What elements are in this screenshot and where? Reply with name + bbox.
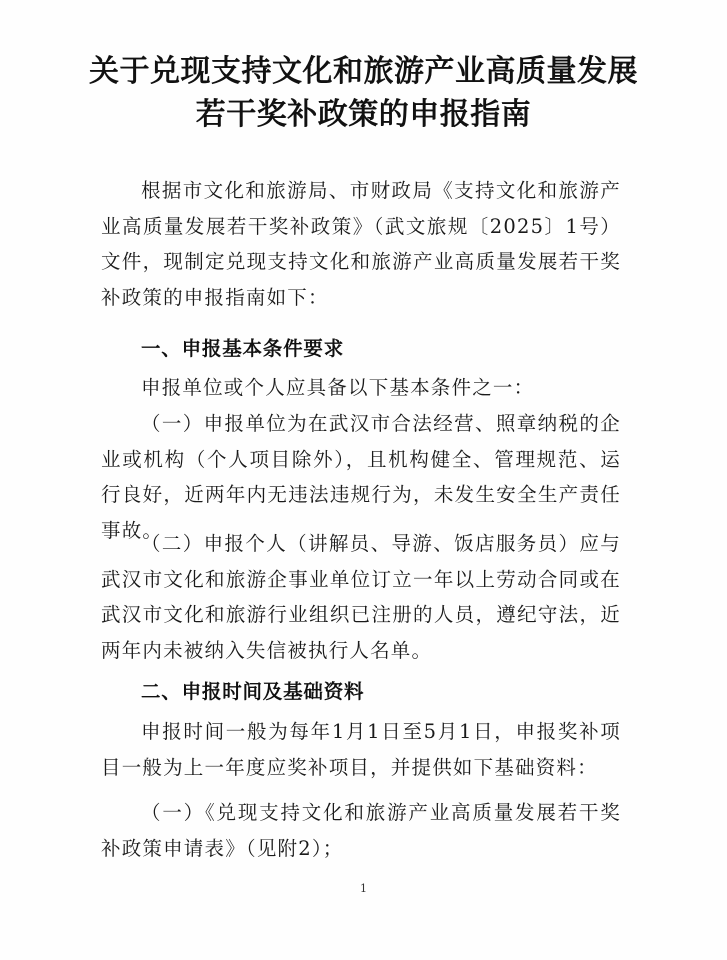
intro-paragraph: 根据市文化和旅游局、市财政局《支持文化和旅游产业高质量发展若干奖补政策》（武文旅规〔2025〕1号）文件，现制定兑现支持文化和旅游产业高质量发展若干奖补政策的申报指南如下： xyxy=(101,179,621,309)
section-2-time-paragraph: 申报时间一般为每年1月1日至5月1日，申报奖补项目一般为上一年度应奖补项目，并提供如下基础资料： xyxy=(101,720,621,779)
section-1-lead: 申报单位或个人应具备以下基本条件之一： xyxy=(141,376,535,399)
document-title-line-1: 关于兑现支持文化和旅游产业高质量发展 xyxy=(89,54,638,89)
section-2-item-1: （一）《兑现支持文化和旅游产业高质量发展若干奖补政策申请表》（见附2）； xyxy=(101,801,621,860)
section-1-item-2: （二）申报个人（讲解员、导游、饭店服务员）应与武汉市文化和旅游企事业单位订立一年以上劳动合同或在武汉市文化和旅游行业组织已注册的人员，遵纪守法，近两年内未被纳入失信被执行人名单。 xyxy=(101,532,621,662)
section-2-heading: 二、申报时间及基础资料 xyxy=(141,680,365,703)
document-title-line-2: 若干奖补政策的申报指南 xyxy=(195,97,532,132)
page-number: 1 xyxy=(360,882,367,895)
section-1-heading: 一、申报基本条件要求 xyxy=(141,337,345,360)
section-1-item-1: （一）申报单位为在武汉市合法经营、照章纳税的企业或机构（个人项目除外），且机构健全、管理规范、运行良好，近两年内无违法违规行为，未发生安全生产责任事故。 xyxy=(101,412,621,542)
